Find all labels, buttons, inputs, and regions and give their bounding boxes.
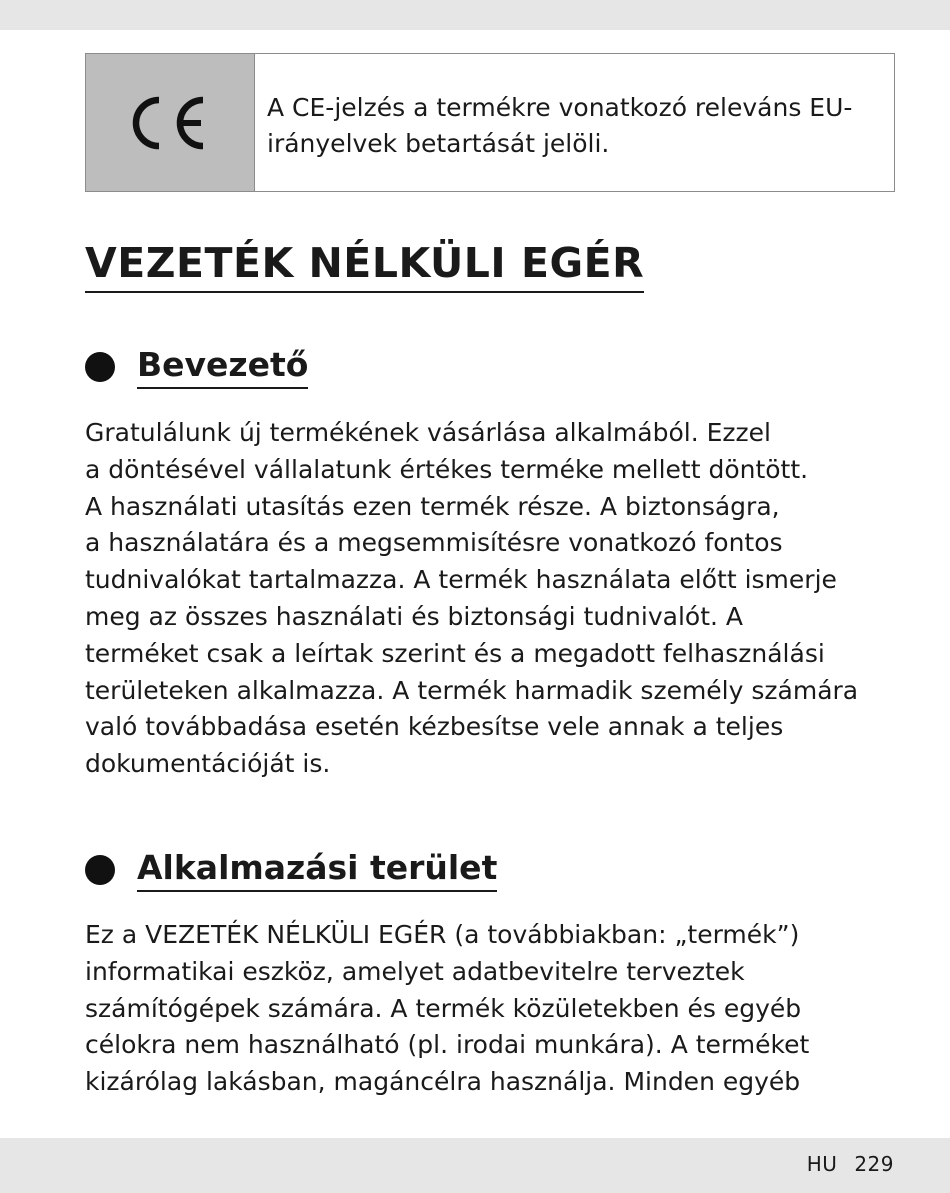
footer-page-number: 229 [854, 1152, 894, 1176]
body-line: Ez a VEZETÉK NÉLKÜLI EGÉR (a továbbiakban: „termék”) [85, 920, 800, 949]
body-line: a használatára és a megsemmisítésre vonatkozó fontos [85, 528, 783, 558]
body-line: informatikai eszköz, amelyet adatbevitelre terveztek [85, 956, 745, 986]
ce-description-line: A CE-jelzés a termékre vonatkozó releváns EU- [267, 93, 853, 122]
section-heading-text: Bevezető [137, 345, 308, 389]
body-line: a döntésével vállalatunk értékes terméke mellett döntött. [85, 454, 809, 484]
section-heading-bevezeto [85, 345, 308, 389]
body-line: való továbbadása esetén kézbesítse vele annak a teljes [85, 712, 784, 742]
section-body-bevezeto [85, 415, 885, 783]
body-line: Gratulálunk új termékének vásárlása alkalmából. Ezzel [85, 418, 771, 447]
page-top-band [0, 0, 950, 30]
footer-language: HU [806, 1152, 838, 1176]
body-line: meg az összes használati és biztonsági tudnivalót. A [85, 601, 743, 631]
body-line: célokra nem használható (pl. irodai munkára). A terméket [85, 1030, 810, 1060]
body-line: terméket csak a leírtak szerint és a megadott felhasználási [85, 638, 825, 668]
body-line: tudnivalókat tartalmazza. A termék használata előtt ismerje [85, 565, 837, 595]
page-title: VEZETÉK NÉLKÜLI EGÉR [85, 240, 644, 293]
section-heading-alkalmazasi-terulet [85, 848, 497, 892]
body-line: A használati utasítás ezen termék része. A biztonságra, [85, 491, 780, 521]
section-heading-text: Alkalmazási terület [137, 848, 497, 892]
ce-mark-icon [129, 93, 211, 153]
ce-description [255, 54, 894, 191]
body-line: dokumentációját is. [85, 749, 331, 779]
page-footer [807, 1152, 894, 1176]
body-line: számítógépek számára. A termék közületekben és egyéb [85, 993, 802, 1023]
bullet-icon [85, 352, 115, 382]
body-line: kizárólag lakásban, magáncélra használja. Minden egyéb [85, 1067, 801, 1097]
ce-info-box [85, 53, 895, 192]
body-line: területeken alkalmazza. A termék harmadik személy számára [85, 675, 859, 705]
ce-logo-cell [86, 54, 255, 191]
section-body-alkalmazasi-terulet [85, 917, 885, 1101]
ce-description-line: irányelvek betartását jelöli. [267, 129, 610, 159]
bullet-icon [85, 855, 115, 885]
